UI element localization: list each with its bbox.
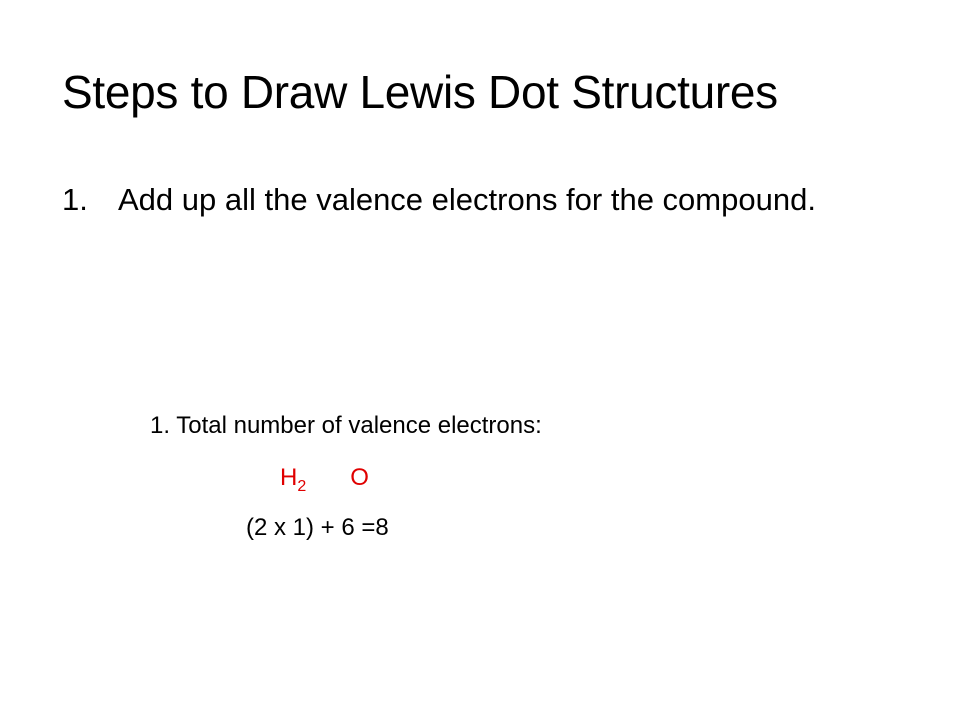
example-heading: 1. Total number of valence electrons:	[150, 412, 542, 439]
bullet-list	[62, 176, 862, 224]
formula-subscript: 2	[297, 478, 307, 495]
valence-calculation: (2 x 1) + 6 =8	[246, 514, 389, 541]
formula-element-hydrogen: H	[280, 464, 298, 491]
slide-title: Steps to Draw Lewis Dot Structures	[62, 66, 778, 118]
chemical-formula	[280, 460, 369, 499]
bullet-text: Add up all the valence electrons for the compound.	[118, 182, 816, 217]
bullet-number: 1.	[62, 182, 88, 217]
bullet-item	[62, 176, 862, 224]
formula-element-oxygen: O	[350, 464, 369, 491]
